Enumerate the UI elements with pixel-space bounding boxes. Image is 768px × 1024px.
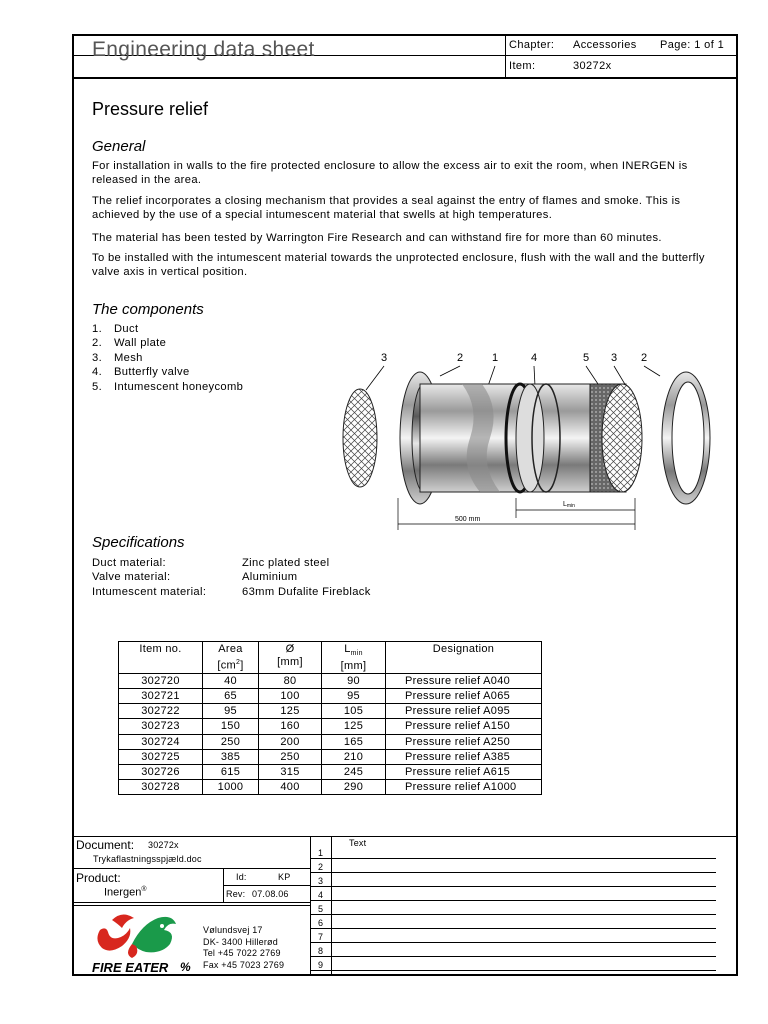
revision-row-line xyxy=(310,928,716,929)
callout-duct: 1 xyxy=(492,352,499,364)
header-vdivider xyxy=(505,34,506,77)
revision-row-number: 1 xyxy=(318,848,324,858)
id-value: KP xyxy=(278,872,291,882)
footer-num-divider xyxy=(331,836,332,976)
table-cell: 385 xyxy=(203,749,259,764)
list-item: 3. Mesh xyxy=(92,351,143,364)
table-row xyxy=(119,674,542,689)
logo-wordmark: FIRE EATER xyxy=(92,960,169,974)
product-value: Inergen® xyxy=(104,886,147,899)
revision-row-line xyxy=(310,872,716,873)
list-item: 5. Intumescent honeycomb xyxy=(92,380,244,393)
general-paragraph: For installation in walls to the fire protected enclosure to allow the excess air to exit the room, when INERGEN is released in the area. xyxy=(92,160,688,187)
table-cell: 302723 xyxy=(119,719,203,734)
exploded-view-figure xyxy=(330,346,730,531)
table-cell: 302720 xyxy=(119,674,203,689)
revision-row-line xyxy=(310,942,716,943)
table-cell: 100 xyxy=(259,689,322,704)
footer-line xyxy=(72,902,310,903)
callout-wallplate-left: 2 xyxy=(457,352,464,364)
table-cell: 400 xyxy=(259,779,322,794)
item-value: 30272x xyxy=(573,60,612,72)
table-cell: Pressure relief A385 xyxy=(386,749,542,764)
revision-row-line xyxy=(310,900,716,901)
table-row xyxy=(119,749,542,764)
general-paragraph: To be installed with the intumescent material towards the unprotected enclosure, flush with the wall and the butterfly valve axis in vertical position. xyxy=(92,252,705,279)
table-cell: 245 xyxy=(322,764,386,779)
document-value: 30272x xyxy=(148,840,179,850)
revision-row-line xyxy=(310,886,716,887)
table-cell: 105 xyxy=(322,704,386,719)
revision-row-line xyxy=(310,914,716,915)
components-heading: The components xyxy=(92,301,204,318)
table-cell: 302721 xyxy=(119,689,203,704)
specifications-heading: Specifications xyxy=(92,534,185,551)
table-row xyxy=(119,779,542,794)
table-cell: Pressure relief A615 xyxy=(386,764,542,779)
table-row xyxy=(119,734,542,749)
footer-vdivider xyxy=(310,836,311,976)
col-diameter: Ø [mm] xyxy=(259,642,322,674)
table-cell: 302724 xyxy=(119,734,203,749)
table-row xyxy=(119,689,542,704)
table-cell: Pressure relief A250 xyxy=(386,734,542,749)
col-lmin: $L_{min}$ [mm] xyxy=(322,642,386,674)
revision-row-line xyxy=(310,956,716,957)
list-item: 1. Duct xyxy=(92,323,139,335)
table-cell: Pressure relief A095 xyxy=(386,704,542,719)
document-label: Document: xyxy=(76,838,135,852)
chapter-value: Accessories xyxy=(573,39,637,51)
table-cell: Pressure relief A150 xyxy=(386,719,542,734)
id-label: Id: xyxy=(236,872,247,882)
rev-value: 07.08.06 xyxy=(252,889,289,899)
spec-row: Valve material: Aluminium xyxy=(92,571,298,584)
col-designation: Designation xyxy=(386,642,542,674)
table-cell: 315 xyxy=(259,764,322,779)
product-table xyxy=(118,641,542,795)
spec-row: Intumescent material: 63mm Dufalite Fireblack xyxy=(92,585,371,598)
table-cell: 210 xyxy=(322,749,386,764)
general-heading: General xyxy=(92,138,146,155)
table-row xyxy=(119,704,542,719)
table-cell: 1000 xyxy=(203,779,259,794)
revision-row-number: 2 xyxy=(318,862,324,872)
table-cell: 250 xyxy=(259,749,322,764)
callout-honeycomb: 5 xyxy=(583,352,590,364)
table-cell: 95 xyxy=(322,689,386,704)
table-row xyxy=(119,764,542,779)
rev-label: Rev: xyxy=(226,889,246,899)
table-cell: 302728 xyxy=(119,779,203,794)
table-cell: 65 xyxy=(203,689,259,704)
product-label: Product: xyxy=(76,871,121,885)
dimension-lmin-label: Lmin xyxy=(563,501,575,509)
document-filename: Trykaflastningsspjæld.doc xyxy=(93,854,202,864)
logo-mark: % xyxy=(180,960,191,974)
general-paragraph: The material has been tested by Warrington Fire Research and can withstand fire for more than 60 minutes. xyxy=(92,232,662,244)
table-cell: 80 xyxy=(259,674,322,689)
company-address: Vølundsvej 17 DK- 3400 Hillerød Tel +45 7022 2769 Fax +45 7023 2769 xyxy=(203,925,285,970)
table-cell: Pressure relief A040 xyxy=(386,674,542,689)
table-header-row xyxy=(119,642,542,674)
col-item-no: Item no. xyxy=(119,642,203,674)
footer-top-line xyxy=(72,836,738,837)
list-item: 4. Butterfly valve xyxy=(92,366,190,379)
table-cell: 165 xyxy=(322,734,386,749)
table-cell: Pressure relief A065 xyxy=(386,689,542,704)
revision-row-number: 3 xyxy=(318,876,324,886)
table-cell: 125 xyxy=(322,719,386,734)
table-cell: 125 xyxy=(259,704,322,719)
page-number: Page: 1 of 1 xyxy=(660,39,725,51)
table-cell: 615 xyxy=(203,764,259,779)
callout-wallplate-right: 2 xyxy=(641,352,648,364)
chapter-label: Chapter: xyxy=(509,39,555,51)
components-list xyxy=(92,322,243,394)
list-item: 2. Wall plate xyxy=(92,337,167,350)
table-cell: 290 xyxy=(322,779,386,794)
table-cell: 160 xyxy=(259,719,322,734)
table-cell: 90 xyxy=(322,674,386,689)
header-bottom-line xyxy=(72,77,738,79)
revision-row-number: 7 xyxy=(318,932,324,942)
revision-row-number: 6 xyxy=(318,918,324,928)
table-cell: 250 xyxy=(203,734,259,749)
revision-row-line xyxy=(310,970,716,971)
revision-row-number: 9 xyxy=(318,960,324,970)
table-cell: 302726 xyxy=(119,764,203,779)
table-cell: Pressure relief A1000 xyxy=(386,779,542,794)
revision-row-number: 5 xyxy=(318,904,324,914)
callout-mesh-right: 3 xyxy=(611,352,618,364)
dimension-total-label: 500 mm xyxy=(455,516,481,523)
text-column-label: Text xyxy=(349,838,367,848)
footer-line xyxy=(72,905,310,906)
general-paragraph: The relief incorporates a closing mechanism that provides a seal against the entry of flames and smoke. This is achieved by the use of a special intumescent material that swells at high temperatures. xyxy=(92,195,681,222)
document-title: Pressure relief xyxy=(92,99,209,119)
table-cell: 40 xyxy=(203,674,259,689)
table-cell: 200 xyxy=(259,734,322,749)
footer-line xyxy=(223,885,310,886)
col-area: Area $[cm^2]$ xyxy=(203,642,259,674)
callout-mesh-left: 3 xyxy=(381,352,388,364)
table-cell: 150 xyxy=(203,719,259,734)
table-cell: 302722 xyxy=(119,704,203,719)
table-cell: 302725 xyxy=(119,749,203,764)
item-label: Item: xyxy=(509,60,536,72)
sheet-title: Engineering data sheet xyxy=(92,38,315,61)
spec-row: Duct material: Zinc plated steel xyxy=(92,557,330,569)
revision-row-number: 4 xyxy=(318,890,324,900)
revision-row-number: 8 xyxy=(318,946,324,956)
table-cell: 95 xyxy=(203,704,259,719)
table-row xyxy=(119,719,542,734)
specifications-list xyxy=(92,556,371,599)
callout-valve: 4 xyxy=(531,352,538,364)
revision-row-line xyxy=(310,858,716,859)
footer-line xyxy=(72,868,310,869)
